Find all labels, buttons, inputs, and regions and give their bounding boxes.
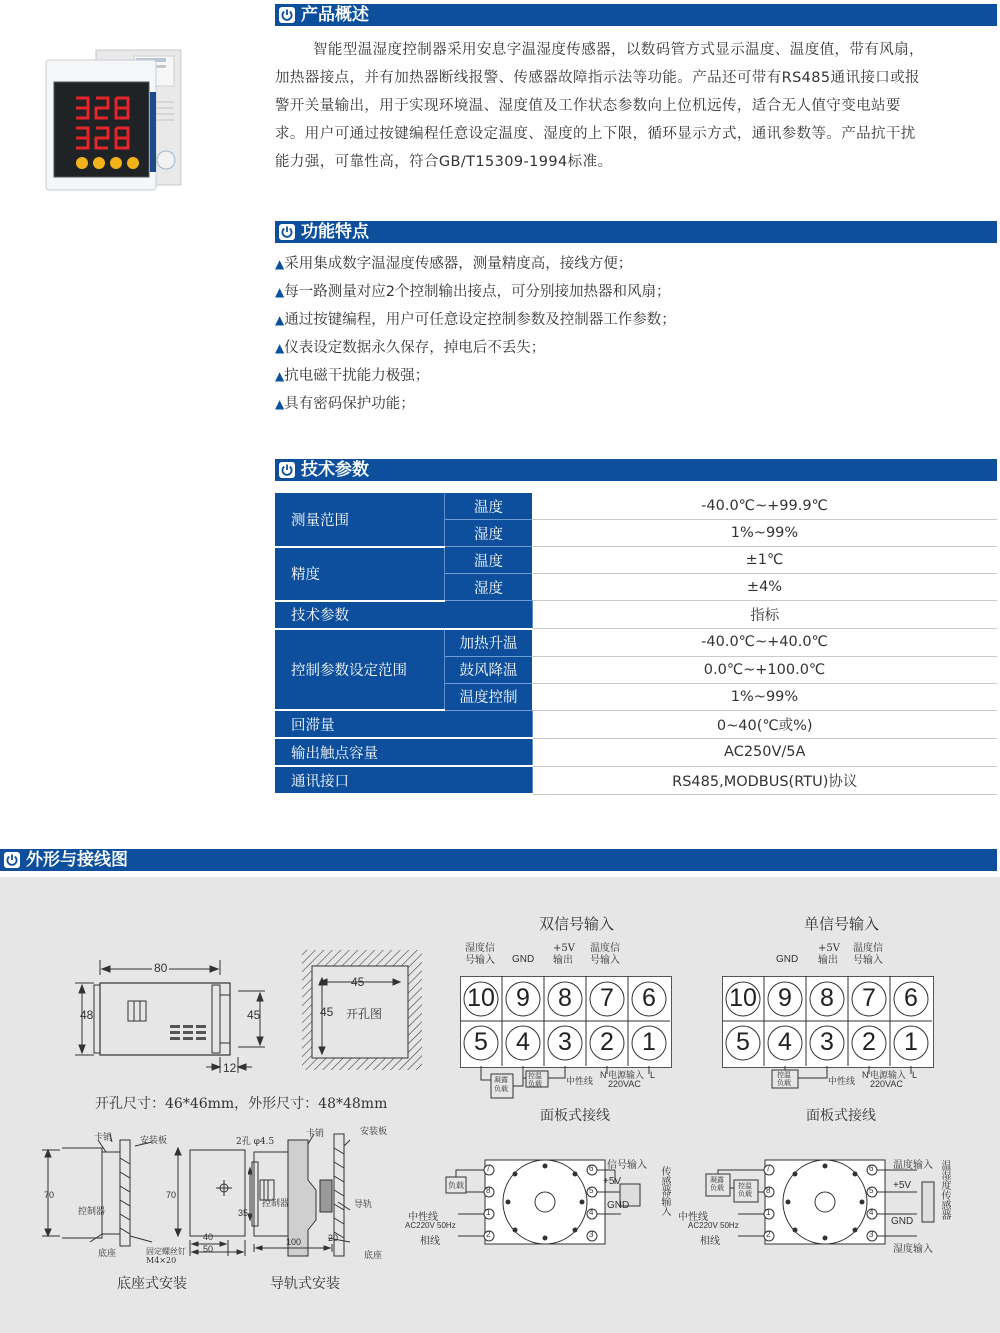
param-subkey: 鼓风降温: [445, 656, 533, 683]
list-item: ▲采用集成数字温湿度传感器，测量精度高，接线方便；: [275, 256, 633, 272]
param-subkey: 加热升温: [445, 629, 533, 657]
label-d70a: 70: [44, 1190, 55, 1200]
sock2-sensor: 温湿度传感器: [939, 1160, 950, 1220]
pin-6b: 6: [869, 1164, 874, 1173]
pin-5b: 5: [869, 1186, 874, 1195]
single-title: 单信号输入: [804, 915, 880, 933]
section-overview-title: 产品概述: [301, 5, 369, 25]
param-subkey: 温度: [445, 493, 533, 520]
param-value: 0~40(℃或%): [532, 710, 997, 738]
triangle-icon: ▲: [275, 313, 285, 327]
dual-title: 双信号输入: [539, 915, 615, 933]
product-photo: [36, 42, 186, 197]
cutout-label: 开孔图: [346, 1007, 383, 1021]
dual-top-nums: [460, 984, 670, 1013]
section-features-title: 功能特点: [301, 222, 369, 242]
section-overview-bar: [275, 4, 997, 26]
dual-load-humid: 凝露 负载: [494, 1076, 508, 1093]
param-value: 1%~99%: [532, 683, 997, 710]
label-ctrl-2: 控制器: [262, 1199, 290, 1209]
dual-gnd: GND: [512, 954, 535, 965]
param-key: 测量范围: [275, 493, 445, 547]
pin-4b: 4: [869, 1208, 874, 1217]
sock-load: 负载: [448, 1181, 464, 1190]
sock2-load-h: 凝露 负载: [710, 1176, 724, 1192]
dim-label: 48: [80, 1008, 94, 1022]
label-d70b: 70: [166, 1190, 177, 1200]
overview-text: [275, 36, 997, 176]
sock2-ac: AC220V 50Hz: [688, 1221, 739, 1230]
triangle-icon: ▲: [275, 257, 285, 271]
sock2-live: 相线: [700, 1236, 720, 1247]
list-item: ▲每一路测量对应2个控制输出接点，可分别接加热器和风扇；: [275, 284, 671, 300]
sock2-humid-in: 湿度输入: [893, 1244, 933, 1255]
pin-2: 2: [486, 1230, 491, 1239]
label-d50: 50: [203, 1244, 214, 1254]
sock-neutral: 中性线: [408, 1212, 438, 1223]
pin-7: 7: [486, 1164, 491, 1173]
param-value: -40.0℃~+99.9℃: [532, 493, 997, 520]
terminal-number: 8: [558, 984, 572, 1012]
table-row: [275, 766, 997, 794]
param-key: 回滞量: [275, 710, 532, 738]
param-key: 精度: [275, 547, 445, 601]
sock2-gnd: GND: [891, 1216, 914, 1227]
terminal-number: 7: [862, 984, 876, 1012]
single-ac: 220VAC: [870, 1079, 903, 1089]
terminal-number: 10: [729, 984, 757, 1012]
pin-8b: 8: [766, 1186, 771, 1195]
dual-ac: 220VAC: [608, 1079, 641, 1089]
label-plate: 安装板: [140, 1136, 168, 1146]
sock-gnd: GND: [607, 1200, 630, 1211]
single-power-in: 电源输入: [870, 1071, 907, 1081]
cutout-dim-label: 45: [351, 975, 365, 989]
param-key: 技术参数: [275, 601, 532, 629]
param-subkey: 湿度: [445, 574, 533, 601]
pin-7b: 7: [766, 1164, 771, 1173]
param-value: 指标: [532, 601, 997, 629]
label-d35: 35: [238, 1208, 249, 1218]
terminal-number: 3: [820, 1028, 834, 1056]
pin-3: 3: [589, 1230, 594, 1239]
label-pin: 卡销: [94, 1133, 113, 1143]
single-temp-in: 温度信 号输入: [853, 943, 883, 966]
overview-line: 求。用户可通过按键编程任意设定温度、湿度的上下限，循环显示方式，通讯参数等。产品抗干扰: [275, 126, 916, 142]
terminal-number: 9: [516, 984, 530, 1012]
dual-5v-out: +5V 输出: [553, 943, 575, 966]
overview-line: 加热器接点，并有加热器断线报警、传感器故障指示法等功能。产品还可带有RS485通讯接口或报: [275, 70, 920, 86]
size-caption: 开孔尺寸：46*46mm，外形尺寸：48*48mm: [95, 1096, 388, 1112]
section-wiring-title: 外形与接线图: [26, 850, 128, 870]
triangle-icon: ▲: [275, 397, 285, 411]
dim-label: 45: [247, 1008, 261, 1022]
terminal-number: 3: [558, 1028, 572, 1056]
single-n: N: [862, 1070, 869, 1080]
single-bot-nums: [722, 1028, 932, 1057]
table-row: [275, 547, 997, 574]
single-neutral: 中性线: [828, 1077, 856, 1087]
sock-ac: AC220V 50Hz: [405, 1221, 456, 1230]
param-key: 通讯接口: [275, 766, 532, 794]
param-subkey: 湿度: [445, 520, 533, 547]
sock-live: 相线: [420, 1236, 440, 1247]
label-base-2: 底座: [364, 1251, 383, 1261]
terminal-number: 9: [778, 984, 792, 1012]
terminal-number: 1: [642, 1028, 656, 1056]
table-row: [275, 629, 997, 657]
single-top-nums: [722, 984, 932, 1013]
tech-param-table: [275, 493, 997, 795]
label-pin-2: 卡销: [306, 1129, 325, 1139]
dual-neutral: 中性线: [566, 1077, 594, 1087]
pin-2b: 2: [766, 1230, 771, 1239]
triangle-icon: ▲: [275, 369, 285, 383]
rail-caption: 导轨式安装: [270, 1276, 340, 1292]
terminal-number: 6: [904, 984, 918, 1012]
single-load-temp: 控温 负载: [777, 1071, 791, 1087]
label-base: 底座: [98, 1249, 117, 1259]
single-caption: 面板式接线: [806, 1108, 876, 1124]
triangle-icon: ▲: [275, 285, 285, 299]
power-icon: [279, 224, 295, 240]
dual-humid-in: 湿度信 号输入: [465, 943, 495, 966]
dual-n: N: [600, 1070, 607, 1080]
label-d100: 100: [286, 1237, 302, 1247]
param-value: ±4%: [532, 574, 997, 601]
pin-4: 4: [589, 1208, 594, 1217]
single-gnd: GND: [776, 954, 799, 965]
table-row: [275, 601, 997, 629]
power-icon: [279, 7, 295, 23]
dual-power-in: 电源输入: [608, 1071, 645, 1081]
pin-5: 5: [589, 1186, 594, 1195]
dual-caption: 面板式接线: [540, 1108, 610, 1124]
sock2-load-t: 控温 负载: [738, 1182, 752, 1198]
pin-1b: 1: [766, 1208, 771, 1217]
label-holes: 2孔 φ4.5: [236, 1137, 275, 1147]
overview-line: 能力强，可靠性高，符合GB/T15309-1994标准。: [275, 154, 613, 170]
list-item: ▲通过按键编程，用户可任意设定控制参数及控制器工作参数；: [275, 312, 676, 328]
single-5v-out: +5V 输出: [818, 943, 840, 966]
single-l: L: [912, 1070, 918, 1080]
dim-label: 12: [223, 1061, 237, 1075]
list-item: ▲抗电磁干扰能力极强；: [275, 368, 430, 384]
label-d20: 20: [328, 1233, 339, 1243]
overview-line: 警开关量输出，用于实现环境温、湿度值及工作状态参数向上位机远传，适合无人值守变电站要: [275, 98, 901, 114]
param-subkey: 温度: [445, 547, 533, 574]
list-item: ▲具有密码保护功能；: [275, 396, 415, 412]
label-screw: 固定螺丝钉 M4×20: [146, 1247, 186, 1265]
label-ctrl: 控制器: [78, 1207, 106, 1217]
overview-line: 智能型温湿度控制器采用安息字温湿度传感器，以数码管方式显示温度、温度值，带有风扇，: [313, 42, 924, 58]
terminal-number: 2: [862, 1028, 876, 1056]
sock2-temp-in: 温度输入: [893, 1160, 933, 1171]
section-tech-title: 技术参数: [301, 460, 369, 480]
terminal-number: 10: [467, 984, 495, 1012]
dim-label: 80: [154, 961, 168, 975]
param-value: ±1℃: [532, 547, 997, 574]
param-value: RS485,MODBUS(RTU)协议: [532, 766, 997, 794]
section-tech-bar: [275, 459, 997, 481]
table-row: [275, 710, 997, 738]
terminal-number: 4: [778, 1028, 792, 1056]
sock2-neutral: 中性线: [678, 1212, 708, 1223]
terminal-number: 1: [904, 1028, 918, 1056]
sock-sig-in: 信号输入: [607, 1160, 647, 1171]
terminal-number: 8: [820, 984, 834, 1012]
base-install-drawing: [40, 1128, 250, 1278]
dual-temp-in: 温度信 号输入: [590, 943, 620, 966]
param-key: 控制参数设定范围: [275, 629, 445, 711]
terminal-number: 2: [600, 1028, 614, 1056]
pin-6: 6: [589, 1164, 594, 1173]
base-caption: 底座式安装: [117, 1276, 187, 1292]
section-features-bar: [275, 221, 997, 243]
sock-sensor: 传感器输入: [659, 1166, 670, 1216]
dual-l: L: [650, 1070, 656, 1080]
dual-load-temp: 控温 负载: [528, 1072, 542, 1088]
terminal-number: 7: [600, 984, 614, 1012]
power-icon: [4, 852, 20, 868]
param-value: AC250V/5A: [532, 738, 997, 766]
param-value: 1%~99%: [532, 520, 997, 547]
terminal-number: 4: [516, 1028, 530, 1056]
pin-3b: 3: [869, 1230, 874, 1239]
triangle-icon: ▲: [275, 341, 285, 355]
sock2-5v: +5V: [893, 1180, 912, 1191]
pin-1: 1: [486, 1208, 491, 1217]
table-row: [275, 493, 997, 520]
power-icon: [279, 462, 295, 478]
label-d40: 40: [203, 1232, 214, 1242]
terminal-number: 6: [642, 984, 656, 1012]
param-value: 0.0℃~+100.0℃: [532, 656, 997, 683]
label-rail: 导轨: [354, 1200, 373, 1210]
list-item: ▲仪表设定数据永久保存，掉电后不丢失；: [275, 340, 546, 356]
table-row: [275, 738, 997, 766]
feature-list: [275, 250, 676, 418]
pin-8: 8: [486, 1186, 491, 1195]
label-plate-2: 安装板: [360, 1127, 388, 1137]
terminal-number: 5: [474, 1028, 488, 1056]
param-value: -40.0℃~+40.0℃: [532, 629, 997, 657]
param-key: 输出触点容量: [275, 738, 532, 766]
param-subkey: 温度控制: [445, 683, 533, 710]
section-wiring-bar: [0, 849, 997, 871]
dual-bot-nums: [460, 1028, 670, 1057]
terminal-number: 5: [736, 1028, 750, 1056]
sock-5v: +5V: [603, 1176, 622, 1187]
cutout-dim-label: 45: [320, 1005, 334, 1019]
